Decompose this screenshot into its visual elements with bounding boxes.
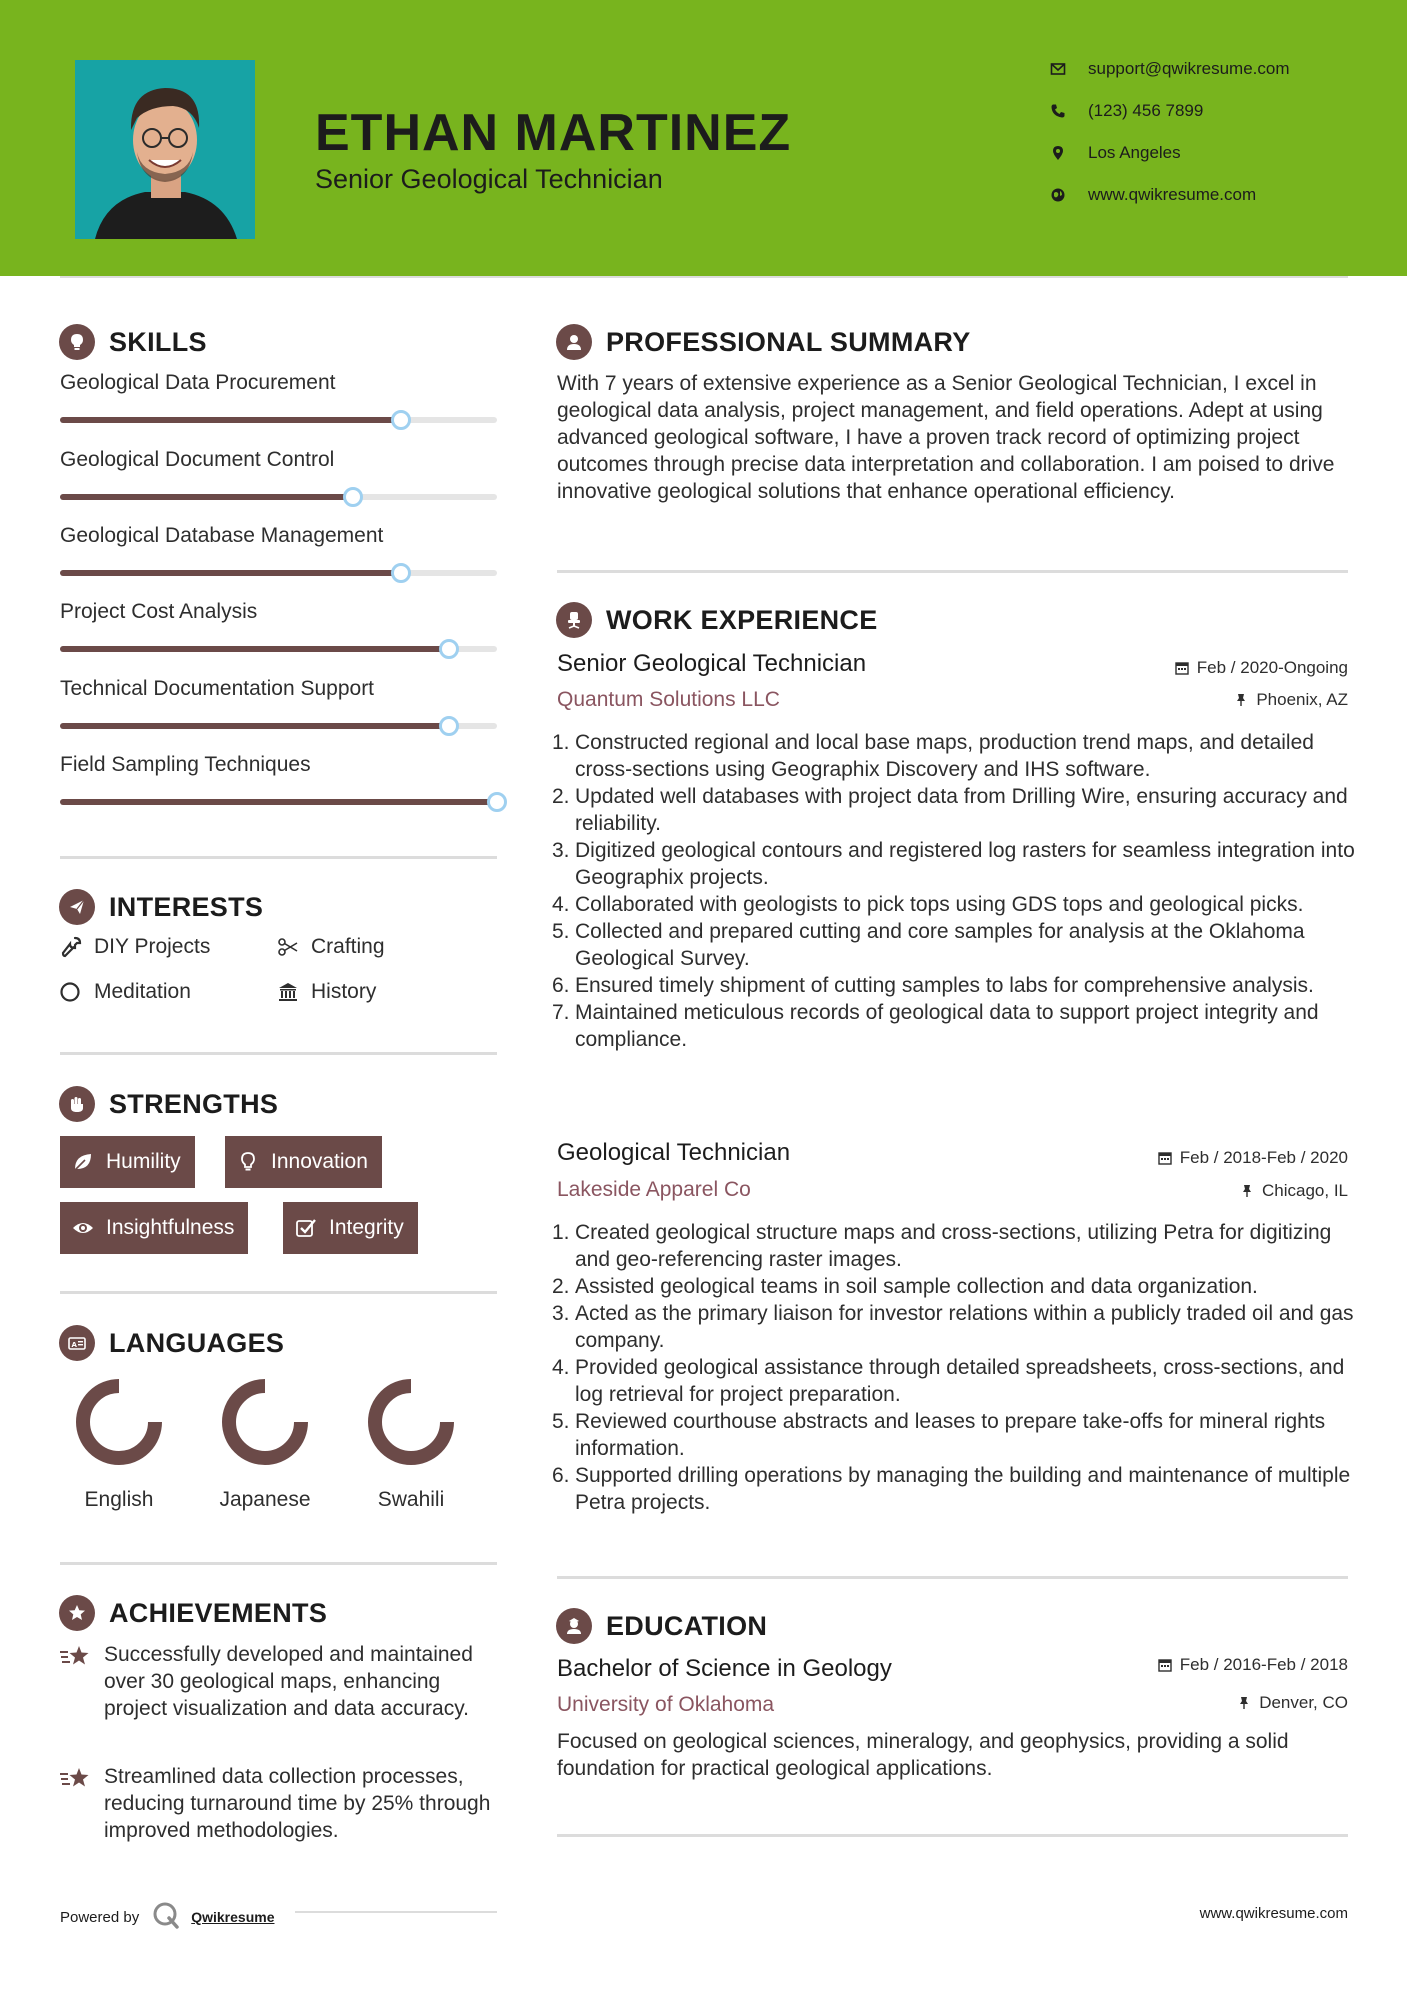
skill-bar-knob[interactable]	[391, 410, 411, 430]
strength-tag	[283, 1202, 418, 1254]
job-company: Lakeside Apparel Co	[557, 1178, 751, 1201]
summary-heading	[556, 322, 971, 362]
strength-tag	[60, 1202, 248, 1254]
job-bullet: 1. Created geological structure maps and cross-sections, utilizing Petra for digitizing and geo-referencing raster images.	[552, 1221, 1332, 1271]
interest-label: Meditation	[94, 980, 191, 1003]
contact-location-text: Los Angeles	[1088, 143, 1181, 162]
section-divider	[60, 856, 497, 859]
language-item	[64, 1374, 174, 1512]
summary-text: With 7 years of extensive experience as a Senior Geological Technician, I excel in geological data analysis, project management, and field operations. Adept at using advanced geological software, I have a proven track record of optimizing project outcomes through precise data interpretation and collaboration. I am poised to drive innovative geological solutions that enhance operational efficiency.	[557, 372, 1335, 503]
skill-bar	[60, 417, 497, 423]
star-icon	[60, 1763, 104, 1844]
strength-label: Integrity	[329, 1216, 404, 1239]
job-bullet-text: Collected and prepared cutting and core samples for analysis at the Oklahoma Geological Survey.	[575, 920, 1305, 970]
skill-bar-knob[interactable]	[343, 487, 363, 507]
interest-label: DIY Projects	[94, 935, 211, 958]
job-location-text: Phoenix, AZ	[1256, 690, 1348, 709]
achievement-text: Successfully developed and maintained over 30 geological maps, enhancing project visualization and data accuracy.	[104, 1643, 473, 1720]
candidate-title: Senior Geological Technician	[315, 164, 663, 194]
profile-photo	[75, 60, 255, 239]
achievement-item	[60, 1763, 505, 1844]
job-bullet-text: Acted as the primary liaison for investor relations within a publicly traded oil and gas company.	[575, 1302, 1354, 1352]
strength-label: Insightfulness	[106, 1216, 235, 1239]
strength-label: Humility	[106, 1150, 181, 1173]
job-bullets	[552, 1219, 1357, 1516]
language-name: Swahili	[377, 1488, 445, 1511]
skill-bar-knob[interactable]	[439, 716, 459, 736]
contact-website-text: www.qwikresume.com	[1088, 185, 1257, 204]
language-item	[210, 1374, 320, 1512]
experience-heading	[556, 600, 878, 640]
job-bullet: 2. Assisted geological teams in soil sample collection and data organization.	[552, 1275, 1258, 1298]
skill-name: Geological Data Procurement	[60, 371, 336, 394]
qwikresume-logo-icon	[151, 1900, 181, 1934]
language-item	[356, 1374, 466, 1512]
education-location	[1237, 1693, 1348, 1713]
language-ring-arc	[375, 1386, 447, 1458]
job-bullet: 3. Digitized geological contours and registered log rasters for seamless integration into Geographix projects.	[552, 839, 1355, 889]
job-bullet-text: Ensured timely shipment of cutting samples to labs for comprehensive analysis.	[575, 974, 1314, 997]
section-divider	[60, 1291, 497, 1294]
section-divider	[60, 1052, 497, 1055]
fist-icon	[59, 1086, 95, 1122]
job-bullet-text: Created geological structure maps and cross-sections, utilizing Petra for digitizing and geo-referencing raster images.	[575, 1221, 1332, 1271]
job-bullet-text: Provided geological assistance through detailed spreadsheets, cross-sections, and log retrieval for project preparation.	[575, 1356, 1345, 1406]
skills-heading	[59, 322, 207, 362]
footer-url[interactable]: www.qwikresume.com	[1199, 1905, 1348, 1922]
language-ring	[71, 1374, 167, 1470]
leaf-icon	[72, 1151, 94, 1173]
job-bullet: 7. Maintained meticulous records of geological data to support project integrity and compliance.	[552, 1001, 1319, 1051]
job-bullet: 6. Ensured timely shipment of cutting samples to labs for comprehensive analysis.	[552, 974, 1314, 997]
envelope-icon	[1050, 61, 1088, 77]
header-divider	[60, 276, 1348, 278]
job-bullet-text: Digitized geological contours and registered log rasters for seamless integration into Geographix projects.	[575, 839, 1355, 889]
language-name: English	[84, 1488, 154, 1511]
job-location	[1240, 1181, 1348, 1201]
job-bullets	[552, 729, 1357, 1053]
phone-icon	[1050, 103, 1088, 119]
circle-icon	[60, 981, 94, 1003]
scissors-icon	[277, 936, 311, 958]
pushpin-icon	[1234, 693, 1248, 707]
interest-item	[277, 980, 376, 1004]
job-bullet: 2. Updated well databases with project data from Drilling Wire, ensuring accuracy and reliability.	[552, 785, 1348, 835]
pushpin-icon	[1240, 1184, 1254, 1198]
education-heading	[556, 1606, 767, 1646]
achievement-text: Streamlined data collection processes, reducing turnaround time by 25% through improved methodologies.	[104, 1765, 491, 1842]
calendar-icon	[1158, 1151, 1172, 1165]
skill-name: Technical Documentation Support	[60, 677, 375, 700]
job-title: Senior Geological Technician	[557, 650, 867, 677]
education-dates	[1158, 1655, 1348, 1675]
job-bullet: 5. Reviewed courthouse abstracts and leases to prepare take-offs for mineral rights information.	[552, 1410, 1326, 1460]
skill-bar-fill	[60, 570, 401, 576]
skill-bar	[60, 799, 497, 805]
education-degree: Bachelor of Science in Geology	[557, 1655, 892, 1682]
interests-heading-label: INTERESTS	[109, 891, 264, 922]
strength-tag	[225, 1136, 382, 1188]
skills-heading-label: SKILLS	[109, 326, 207, 357]
education-location-text: Denver, CO	[1259, 1693, 1348, 1712]
job-bullet: 1. Constructed regional and local base maps, production trend maps, and detailed cross-sections using Geographix Discovery and IHS software.	[552, 731, 1314, 781]
candidate-name: ETHAN MARTINEZ	[315, 104, 792, 162]
job-dates-text: Feb / 2020-Ongoing	[1196, 658, 1348, 677]
job-bullet-text: Constructed regional and local base maps, production trend maps, and detailed cross-sections using Geographix Discovery and IHS software.	[575, 731, 1314, 781]
skill-bar-knob[interactable]	[439, 639, 459, 659]
section-divider	[557, 1576, 1348, 1579]
section-divider	[557, 1834, 1348, 1837]
language-ring-arc	[229, 1386, 301, 1458]
skill-bar-fill	[60, 799, 497, 805]
footer-divider	[295, 1911, 497, 1913]
education-text: Focused on geological sciences, mineralogy, and geophysics, providing a solid foundation for practical geological applications.	[557, 1730, 1289, 1780]
skill-bar	[60, 494, 497, 500]
job-bullet: 5. Collected and prepared cutting and core samples for analysis at the Oklahoma Geological Survey.	[552, 920, 1305, 970]
interest-item	[60, 980, 191, 1004]
language-name: Japanese	[219, 1488, 311, 1511]
map-pin-icon	[1050, 145, 1088, 161]
achievements-heading-label: ACHIEVEMENTS	[109, 1597, 328, 1628]
education-school: University of Oklahoma	[557, 1693, 775, 1716]
summary-heading-label: PROFESSIONAL SUMMARY	[606, 326, 971, 357]
skill-name: Geological Database Management	[60, 524, 384, 547]
interest-label: Crafting	[311, 935, 385, 958]
museum-icon	[277, 981, 311, 1003]
strength-label: Innovation	[271, 1150, 368, 1173]
job-bullet-text: Assisted geological teams in soil sample collection and data organization.	[575, 1275, 1258, 1298]
star-icon	[60, 1641, 104, 1722]
strengths-heading	[59, 1084, 278, 1124]
language-icon	[59, 1325, 95, 1361]
wrench-icon	[60, 936, 94, 958]
calendar-icon	[1158, 1658, 1172, 1672]
globe-icon	[1050, 187, 1088, 203]
job-bullet-text: Updated well databases with project data from Drilling Wire, ensuring accuracy and reliability.	[575, 785, 1348, 835]
skill-bar-fill	[60, 723, 449, 729]
eye-icon	[72, 1217, 94, 1239]
skill-bar-knob[interactable]	[391, 563, 411, 583]
calendar-icon	[1175, 661, 1189, 675]
experience-heading-label: WORK EXPERIENCE	[606, 604, 878, 635]
strengths-heading-label: STRENGTHS	[109, 1088, 279, 1119]
achievement-item	[60, 1641, 505, 1722]
job-title: Geological Technician	[557, 1139, 791, 1166]
lightbulb-icon	[237, 1151, 259, 1173]
star-badge-icon	[59, 1595, 95, 1631]
contact-email[interactable]	[1050, 54, 1370, 84]
pushpin-icon	[1237, 1696, 1251, 1710]
job-bullet-text: Reviewed courthouse abstracts and leases to prepare take-offs for mineral rights information.	[575, 1410, 1326, 1460]
graduate-icon	[556, 1608, 592, 1644]
contact-email-text: support@qwikresume.com	[1088, 59, 1290, 78]
interest-item	[277, 935, 385, 959]
contact-phone-text: (123) 456 7899	[1088, 101, 1204, 120]
job-dates	[1158, 1148, 1348, 1168]
education-dates-text: Feb / 2016-Feb / 2018	[1179, 1655, 1348, 1674]
skill-bar	[60, 646, 497, 652]
job-location	[1234, 690, 1348, 710]
job-bullet: 3. Acted as the primary liaison for investor relations within a publicly traded oil and gas company.	[552, 1302, 1354, 1352]
skill-bar-fill	[60, 494, 353, 500]
user-icon	[556, 324, 592, 360]
languages-heading	[59, 1323, 284, 1363]
languages-heading-label: LANGUAGES	[109, 1327, 285, 1358]
job-bullet-text: Supported drilling operations by managing the building and maintenance of multiple Petra projects.	[575, 1464, 1351, 1514]
paper-plane-icon	[59, 889, 95, 925]
job-dates	[1175, 658, 1348, 678]
check-square-icon	[295, 1217, 317, 1239]
job-bullet-text: Collaborated with geologists to pick tops using GDS tops and geological picks.	[575, 893, 1304, 916]
skill-bar	[60, 723, 497, 729]
powered-by-label: Powered by	[60, 1908, 140, 1926]
job-bullet: 4. Collaborated with geologists to pick tops using GDS tops and geological picks.	[552, 893, 1304, 916]
powered-by	[60, 1900, 274, 1934]
contact-location	[1050, 138, 1370, 168]
lightbulb-icon	[59, 324, 95, 360]
education-heading-label: EDUCATION	[606, 1610, 768, 1641]
language-ring-arc	[83, 1386, 155, 1458]
job-bullet: 4. Provided geological assistance through detailed spreadsheets, cross-sections, and log retrieval for project preparation.	[552, 1356, 1345, 1406]
office-chair-icon	[556, 602, 592, 638]
skill-bar	[60, 570, 497, 576]
interests-heading	[59, 887, 263, 927]
job-bullet: 6. Supported drilling operations by managing the building and maintenance of multiple Petra projects.	[552, 1464, 1351, 1514]
skill-bar-knob[interactable]	[487, 792, 507, 812]
svg-text:A: A	[71, 1341, 77, 1349]
skill-name: Project Cost Analysis	[60, 600, 258, 623]
interest-label: History	[311, 980, 377, 1003]
contact-website[interactable]	[1050, 180, 1370, 210]
achievements-heading	[59, 1593, 327, 1633]
language-ring	[363, 1374, 459, 1470]
job-bullet-text: Maintained meticulous records of geological data to support project integrity and compliance.	[575, 1001, 1319, 1051]
language-ring	[217, 1374, 313, 1470]
job-dates-text: Feb / 2018-Feb / 2020	[1179, 1148, 1348, 1167]
strength-tag	[60, 1136, 195, 1188]
section-divider	[557, 570, 1348, 573]
qwikresume-link[interactable]: Qwikresume	[191, 1909, 275, 1925]
interest-item	[60, 935, 210, 959]
contact-phone[interactable]	[1050, 96, 1370, 126]
skill-bar-fill	[60, 417, 401, 423]
skill-name: Geological Document Control	[60, 448, 335, 471]
section-divider	[60, 1562, 497, 1565]
skill-bar-fill	[60, 646, 449, 652]
job-location-text: Chicago, IL	[1262, 1181, 1348, 1200]
job-company: Quantum Solutions LLC	[557, 688, 780, 711]
skill-name: Field Sampling Techniques	[60, 753, 311, 776]
